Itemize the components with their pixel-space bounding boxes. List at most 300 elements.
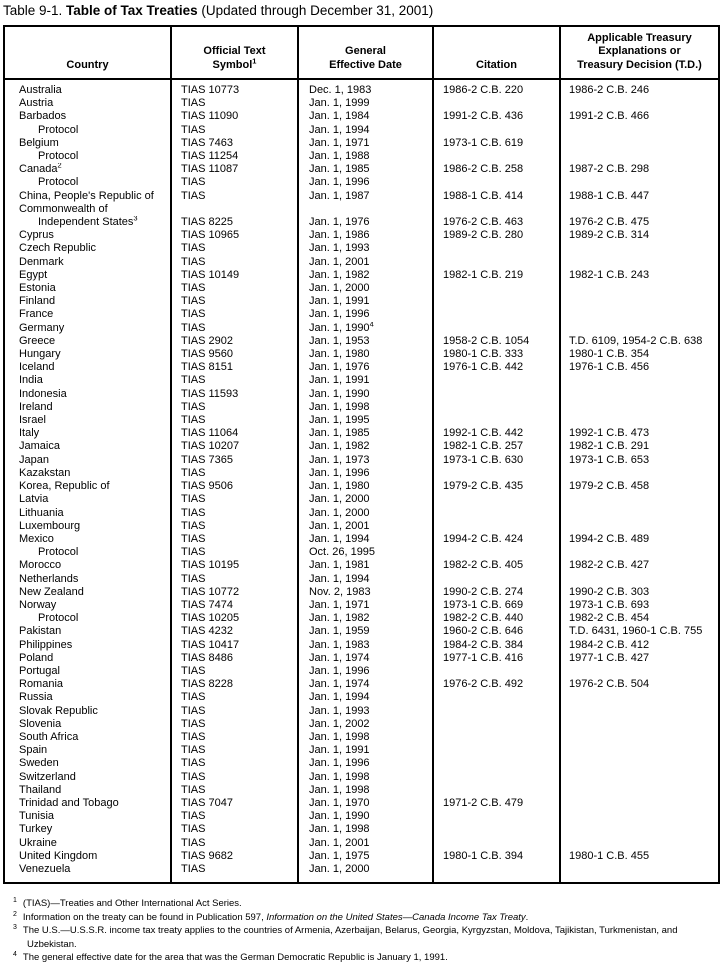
treasury-cell: 1991-2 C.B. 466 bbox=[560, 110, 719, 123]
table-row bbox=[4, 348, 719, 361]
country-cell: Czech Republic bbox=[4, 242, 171, 255]
date-cell: Jan. 1, 1976 bbox=[298, 216, 433, 229]
citation-cell bbox=[433, 203, 560, 216]
date-cell: Jan. 1, 1996 bbox=[298, 308, 433, 321]
citation-cell bbox=[433, 374, 560, 387]
date-cell: Jan. 1, 1990 bbox=[298, 388, 433, 401]
symbol-cell: TIAS bbox=[171, 414, 298, 427]
table-row bbox=[4, 678, 719, 691]
table-row bbox=[4, 850, 719, 863]
table-row bbox=[4, 176, 719, 189]
treasury-cell bbox=[560, 863, 719, 883]
table-row bbox=[4, 639, 719, 652]
symbol-cell: TIAS 10772 bbox=[171, 586, 298, 599]
symbol-cell: TIAS 9560 bbox=[171, 348, 298, 361]
date-cell: Jan. 1, 1981 bbox=[298, 559, 433, 572]
table-row bbox=[4, 612, 719, 625]
date-cell: Jan. 1, 1990$^4$ bbox=[298, 322, 433, 335]
citation-cell: 1982-2 C.B. 405 bbox=[433, 559, 560, 572]
table-row bbox=[4, 797, 719, 810]
country-cell: Venezuela bbox=[4, 863, 171, 883]
country-cell: Australia bbox=[4, 79, 171, 97]
table-row bbox=[4, 665, 719, 678]
symbol-cell: TIAS bbox=[171, 256, 298, 269]
treasury-cell bbox=[560, 520, 719, 533]
symbol-cell: TIAS bbox=[171, 124, 298, 137]
symbol-cell: TIAS bbox=[171, 546, 298, 559]
citation-cell bbox=[433, 784, 560, 797]
country-cell: Kazakstan bbox=[4, 467, 171, 480]
footnote: $^3$ The U.S.—U.S.S.R. income tax treaty applies to the countries of Armenia, Azerbaijan, Belarus, Georgia, Kyrgyzstan, Moldova, Tajikistan, Turkmenistan, and Uzbekistan. bbox=[13, 924, 678, 950]
treasury-cell bbox=[560, 176, 719, 189]
table-row bbox=[4, 427, 719, 440]
country-cell: Independent States$^3$ bbox=[4, 216, 171, 229]
citation-cell bbox=[433, 718, 560, 731]
symbol-cell: TIAS bbox=[171, 401, 298, 414]
footnote-number: 1 bbox=[13, 897, 17, 905]
country-cell: Lithuania bbox=[4, 507, 171, 520]
citation-cell bbox=[433, 823, 560, 836]
symbol-cell: TIAS bbox=[171, 242, 298, 255]
date-cell: Jan. 1, 1996 bbox=[298, 757, 433, 770]
table-row bbox=[4, 546, 719, 559]
citation-cell bbox=[433, 97, 560, 110]
treasury-cell bbox=[560, 401, 719, 414]
citation-cell bbox=[433, 665, 560, 678]
country-cell: Jamaica bbox=[4, 440, 171, 453]
symbol-cell: TIAS 10195 bbox=[171, 559, 298, 572]
symbol-cell: TIAS bbox=[171, 493, 298, 506]
symbol-cell: TIAS 11064 bbox=[171, 427, 298, 440]
symbol-cell: TIAS bbox=[171, 837, 298, 850]
treasury-cell: 1992-1 C.B. 473 bbox=[560, 427, 719, 440]
date-cell: Jan. 1, 1990 bbox=[298, 810, 433, 823]
treasury-cell: 1973-1 C.B. 653 bbox=[560, 454, 719, 467]
citation-cell: 1992-1 C.B. 442 bbox=[433, 427, 560, 440]
citation-cell bbox=[433, 493, 560, 506]
symbol-cell: TIAS 10149 bbox=[171, 269, 298, 282]
table-row bbox=[4, 295, 719, 308]
symbol-cell: TIAS bbox=[171, 573, 298, 586]
treasury-cell: 1979-2 C.B. 458 bbox=[560, 480, 719, 493]
table-row bbox=[4, 533, 719, 546]
table-row bbox=[4, 322, 719, 335]
symbol-cell: TIAS 7365 bbox=[171, 454, 298, 467]
citation-cell bbox=[433, 507, 560, 520]
table-row bbox=[4, 97, 719, 110]
treasury-cell: 1982-2 C.B. 454 bbox=[560, 612, 719, 625]
treaty-rows bbox=[4, 79, 719, 883]
country-cell: Latvia bbox=[4, 493, 171, 506]
symbol-cell: TIAS 7463 bbox=[171, 137, 298, 150]
symbol-cell: TIAS bbox=[171, 190, 298, 203]
table-row bbox=[4, 823, 719, 836]
citation-cell bbox=[433, 282, 560, 295]
treasury-cell bbox=[560, 493, 719, 506]
date-cell: Jan. 1, 1991 bbox=[298, 295, 433, 308]
country-cell: Spain bbox=[4, 744, 171, 757]
citation-cell: 1960-2 C.B. 646 bbox=[433, 625, 560, 638]
symbol-cell: TIAS bbox=[171, 97, 298, 110]
treasury-cell bbox=[560, 810, 719, 823]
country-cell: Denmark bbox=[4, 256, 171, 269]
treasury-cell: 1977-1 C.B. 427 bbox=[560, 652, 719, 665]
date-cell: Jan. 1, 1982 bbox=[298, 440, 433, 453]
date-cell: Jan. 1, 1959 bbox=[298, 625, 433, 638]
treasury-cell: 1982-1 C.B. 243 bbox=[560, 269, 719, 282]
treasury-cell bbox=[560, 573, 719, 586]
table-row bbox=[4, 810, 719, 823]
table-row bbox=[4, 282, 719, 295]
symbol-cell: TIAS 4232 bbox=[171, 625, 298, 638]
date-cell: Jan. 1, 1974 bbox=[298, 652, 433, 665]
symbol-cell: TIAS 10205 bbox=[171, 612, 298, 625]
treasury-cell bbox=[560, 295, 719, 308]
treasury-cell: T.D. 6109, 1954-2 C.B. 638 bbox=[560, 335, 719, 348]
country-cell: Austria bbox=[4, 97, 171, 110]
country-cell: Switzerland bbox=[4, 771, 171, 784]
treasury-cell: 1990-2 C.B. 303 bbox=[560, 586, 719, 599]
country-cell: Luxembourg bbox=[4, 520, 171, 533]
citation-cell bbox=[433, 837, 560, 850]
date-cell: Jan. 1, 1974 bbox=[298, 678, 433, 691]
symbol-cell: TIAS 11090 bbox=[171, 110, 298, 123]
column-header-date: General Effective Date bbox=[298, 26, 433, 79]
date-cell: Oct. 26, 1995 bbox=[298, 546, 433, 559]
country-cell: Slovenia bbox=[4, 718, 171, 731]
table-row bbox=[4, 308, 719, 321]
table-row bbox=[4, 110, 719, 123]
country-cell: Canada$^2$ bbox=[4, 163, 171, 176]
table-row bbox=[4, 137, 719, 150]
treasury-cell bbox=[560, 137, 719, 150]
footnote-number: 4 bbox=[13, 951, 17, 959]
treasury-cell bbox=[560, 731, 719, 744]
country-cell: Korea, Republic of bbox=[4, 480, 171, 493]
treasury-cell: 1994-2 C.B. 489 bbox=[560, 533, 719, 546]
date-cell: Jan. 1, 2000 bbox=[298, 282, 433, 295]
footnote-italic-title: Information on the United States—Canada Income Tax Treaty bbox=[266, 911, 526, 923]
country-cell: Germany bbox=[4, 322, 171, 335]
symbol-cell: TIAS bbox=[171, 507, 298, 520]
treasury-cell: 1982-2 C.B. 427 bbox=[560, 559, 719, 572]
date-cell: Jan. 1, 1982 bbox=[298, 269, 433, 282]
treasury-cell bbox=[560, 784, 719, 797]
treasury-cell bbox=[560, 242, 719, 255]
treasury-cell bbox=[560, 797, 719, 810]
symbol-cell: TIAS 8486 bbox=[171, 652, 298, 665]
country-cell: Protocol bbox=[4, 124, 171, 137]
country-cell: Commonwealth of bbox=[4, 203, 171, 216]
treasury-cell bbox=[560, 771, 719, 784]
treasury-cell bbox=[560, 507, 719, 520]
treasury-cell: 1986-2 C.B. 246 bbox=[560, 79, 719, 97]
symbol-cell: TIAS bbox=[171, 665, 298, 678]
treasury-cell: 1984-2 C.B. 412 bbox=[560, 639, 719, 652]
citation-cell: 1979-2 C.B. 435 bbox=[433, 480, 560, 493]
table-row bbox=[4, 691, 719, 704]
date-cell: Jan. 1, 1998 bbox=[298, 731, 433, 744]
table-row bbox=[4, 837, 719, 850]
table-row bbox=[4, 124, 719, 137]
date-cell: Jan. 1, 1980 bbox=[298, 348, 433, 361]
symbol-cell: TIAS bbox=[171, 520, 298, 533]
symbol-cell: TIAS 8225 bbox=[171, 216, 298, 229]
country-cell: South Africa bbox=[4, 731, 171, 744]
table-row bbox=[4, 784, 719, 797]
citation-cell bbox=[433, 757, 560, 770]
country-cell: Iceland bbox=[4, 361, 171, 374]
citation-cell: 1973-1 C.B. 630 bbox=[433, 454, 560, 467]
symbol-cell: TIAS 8151 bbox=[171, 361, 298, 374]
column-header-citation: Citation bbox=[433, 26, 560, 79]
date-cell: Jan. 1, 1975 bbox=[298, 850, 433, 863]
citation-cell: 1976-2 C.B. 492 bbox=[433, 678, 560, 691]
table-row bbox=[4, 229, 719, 242]
column-header-symbol: Official Text Symbol$^1$ bbox=[171, 26, 298, 79]
treasury-cell: 1989-2 C.B. 314 bbox=[560, 229, 719, 242]
symbol-cell: TIAS 9506 bbox=[171, 480, 298, 493]
date-cell: Jan. 1, 1985 bbox=[298, 427, 433, 440]
citation-cell bbox=[433, 520, 560, 533]
date-cell: Jan. 1, 1993 bbox=[298, 242, 433, 255]
country-cell: Sweden bbox=[4, 757, 171, 770]
treasury-cell: 1976-2 C.B. 475 bbox=[560, 216, 719, 229]
table-row bbox=[4, 625, 719, 638]
citation-cell bbox=[433, 771, 560, 784]
country-cell: United Kingdom bbox=[4, 850, 171, 863]
table-row bbox=[4, 335, 719, 348]
citation-cell: 1984-2 C.B. 384 bbox=[433, 639, 560, 652]
treasury-cell bbox=[560, 823, 719, 836]
citation-cell bbox=[433, 322, 560, 335]
citation-cell: 1973-1 C.B. 669 bbox=[433, 599, 560, 612]
date-cell: Jan. 1, 2000 bbox=[298, 507, 433, 520]
footnote-number: 2 bbox=[13, 910, 17, 918]
table-row bbox=[4, 79, 719, 97]
symbol-cell: TIAS bbox=[171, 744, 298, 757]
table-row bbox=[4, 573, 719, 586]
table-row bbox=[4, 467, 719, 480]
table-row bbox=[4, 652, 719, 665]
table-row bbox=[4, 507, 719, 520]
symbol-cell: TIAS bbox=[171, 176, 298, 189]
citation-cell bbox=[433, 744, 560, 757]
table-row bbox=[4, 269, 719, 282]
date-cell bbox=[298, 203, 433, 216]
symbol-cell: TIAS bbox=[171, 757, 298, 770]
date-cell: Jan. 1, 1988 bbox=[298, 150, 433, 163]
citation-cell bbox=[433, 467, 560, 480]
treasury-cell: 1980-1 C.B. 455 bbox=[560, 850, 719, 863]
tax-treaties-table bbox=[3, 25, 720, 884]
date-cell: Jan. 1, 2000 bbox=[298, 863, 433, 883]
date-cell: Jan. 1, 1999 bbox=[298, 97, 433, 110]
date-cell: Jan. 1, 1996 bbox=[298, 467, 433, 480]
table-row bbox=[4, 863, 719, 883]
symbol-cell: TIAS 9682 bbox=[171, 850, 298, 863]
symbol-cell: TIAS 7047 bbox=[171, 797, 298, 810]
table-row bbox=[4, 586, 719, 599]
footnote: $^2$ Information on the treaty can be found in Publication 597, Information on the United States—Canada Income Tax Treaty. bbox=[13, 910, 529, 923]
date-cell: Jan. 1, 2000 bbox=[298, 493, 433, 506]
page-title-bold: Table of Tax Treaties bbox=[66, 3, 198, 18]
date-cell: Jan. 1, 1998 bbox=[298, 401, 433, 414]
country-cell: Ireland bbox=[4, 401, 171, 414]
treasury-cell bbox=[560, 718, 719, 731]
citation-cell: 1994-2 C.B. 424 bbox=[433, 533, 560, 546]
citation-cell bbox=[433, 256, 560, 269]
treasury-cell: 1973-1 C.B. 693 bbox=[560, 599, 719, 612]
country-cell: Greece bbox=[4, 335, 171, 348]
country-cell: Mexico bbox=[4, 533, 171, 546]
treasury-cell bbox=[560, 97, 719, 110]
table-row bbox=[4, 256, 719, 269]
date-cell: Jan. 1, 1985 bbox=[298, 163, 433, 176]
treasury-cell bbox=[560, 388, 719, 401]
treasury-cell: T.D. 6431, 1960-1 C.B. 755 bbox=[560, 625, 719, 638]
date-cell: Jan. 1, 1953 bbox=[298, 335, 433, 348]
country-cell: Hungary bbox=[4, 348, 171, 361]
date-cell: Jan. 1, 1996 bbox=[298, 665, 433, 678]
country-cell: Finland bbox=[4, 295, 171, 308]
table-row bbox=[4, 731, 719, 744]
symbol-cell: TIAS 10417 bbox=[171, 639, 298, 652]
symbol-cell: TIAS bbox=[171, 691, 298, 704]
table-row bbox=[4, 718, 719, 731]
treasury-cell bbox=[560, 203, 719, 216]
table-row bbox=[4, 440, 719, 453]
symbol-cell: TIAS bbox=[171, 533, 298, 546]
country-cell: Protocol bbox=[4, 546, 171, 559]
country-cell: Tunisia bbox=[4, 810, 171, 823]
table-row bbox=[4, 757, 719, 770]
citation-cell bbox=[433, 863, 560, 883]
table-row bbox=[4, 414, 719, 427]
country-cell: Pakistan bbox=[4, 625, 171, 638]
country-cell: Indonesia bbox=[4, 388, 171, 401]
table-row bbox=[4, 705, 719, 718]
symbol-cell: TIAS bbox=[171, 374, 298, 387]
treasury-cell: 1976-2 C.B. 504 bbox=[560, 678, 719, 691]
treasury-cell bbox=[560, 322, 719, 335]
country-cell: Philippines bbox=[4, 639, 171, 652]
citation-cell bbox=[433, 176, 560, 189]
date-cell: Jan. 1, 1984 bbox=[298, 110, 433, 123]
citation-cell bbox=[433, 242, 560, 255]
date-cell: Jan. 1, 1991 bbox=[298, 374, 433, 387]
citation-cell bbox=[433, 295, 560, 308]
symbol-cell: TIAS 10207 bbox=[171, 440, 298, 453]
treasury-cell bbox=[560, 124, 719, 137]
symbol-cell: TIAS bbox=[171, 810, 298, 823]
citation-cell: 1976-1 C.B. 442 bbox=[433, 361, 560, 374]
table-row bbox=[4, 744, 719, 757]
citation-cell: 1971-2 C.B. 479 bbox=[433, 797, 560, 810]
citation-cell: 1976-2 C.B. 463 bbox=[433, 216, 560, 229]
footnote-number: 3 bbox=[13, 924, 17, 932]
citation-cell bbox=[433, 388, 560, 401]
date-cell: Jan. 1, 1987 bbox=[298, 190, 433, 203]
symbol-cell: TIAS 10773 bbox=[171, 79, 298, 97]
citation-cell: 1988-1 C.B. 414 bbox=[433, 190, 560, 203]
symbol-cell: TIAS bbox=[171, 731, 298, 744]
column-header-country: Country bbox=[4, 26, 171, 79]
citation-cell: 1986-2 C.B. 220 bbox=[433, 79, 560, 97]
date-cell: Jan. 1, 1971 bbox=[298, 137, 433, 150]
date-cell: Jan. 1, 1983 bbox=[298, 639, 433, 652]
date-cell: Jan. 1, 1994 bbox=[298, 691, 433, 704]
date-cell: Jan. 1, 2001 bbox=[298, 520, 433, 533]
country-cell: Morocco bbox=[4, 559, 171, 572]
symbol-cell: TIAS bbox=[171, 467, 298, 480]
table-row bbox=[4, 361, 719, 374]
date-cell: Jan. 1, 1991 bbox=[298, 744, 433, 757]
country-cell: Norway bbox=[4, 599, 171, 612]
citation-cell: 1980-1 C.B. 394 bbox=[433, 850, 560, 863]
treasury-cell bbox=[560, 150, 719, 163]
date-cell: Jan. 1, 1982 bbox=[298, 612, 433, 625]
table-row bbox=[4, 374, 719, 387]
symbol-cell: TIAS 7474 bbox=[171, 599, 298, 612]
date-cell: Jan. 1, 1994 bbox=[298, 533, 433, 546]
date-cell: Jan. 1, 2001 bbox=[298, 837, 433, 850]
footnote: $^1$ (TIAS)—Treaties and Other International Act Series. bbox=[13, 897, 242, 910]
date-cell: Jan. 1, 1995 bbox=[298, 414, 433, 427]
symbol-cell: TIAS bbox=[171, 282, 298, 295]
table-header-row bbox=[4, 26, 719, 79]
symbol-cell: TIAS bbox=[171, 705, 298, 718]
treasury-cell bbox=[560, 757, 719, 770]
treasury-cell bbox=[560, 744, 719, 757]
citation-cell: 1990-2 C.B. 274 bbox=[433, 586, 560, 599]
treasury-cell: 1980-1 C.B. 354 bbox=[560, 348, 719, 361]
citation-cell bbox=[433, 308, 560, 321]
citation-cell bbox=[433, 810, 560, 823]
country-cell: Belgium bbox=[4, 137, 171, 150]
citation-cell: 1986-2 C.B. 258 bbox=[433, 163, 560, 176]
country-cell: Portugal bbox=[4, 665, 171, 678]
country-cell: Russia bbox=[4, 691, 171, 704]
table-row bbox=[4, 493, 719, 506]
table-row bbox=[4, 401, 719, 414]
citation-cell bbox=[433, 150, 560, 163]
country-cell: Poland bbox=[4, 652, 171, 665]
treasury-cell: 1987-2 C.B. 298 bbox=[560, 163, 719, 176]
citation-cell: 1958-2 C.B. 1054 bbox=[433, 335, 560, 348]
treasury-cell bbox=[560, 414, 719, 427]
date-cell: Jan. 1, 1986 bbox=[298, 229, 433, 242]
date-cell: Jan. 1, 1970 bbox=[298, 797, 433, 810]
date-cell: Jan. 1, 2001 bbox=[298, 256, 433, 269]
country-cell: Slovak Republic bbox=[4, 705, 171, 718]
table-row bbox=[4, 559, 719, 572]
date-cell: Jan. 1, 1994 bbox=[298, 573, 433, 586]
date-cell: Jan. 1, 1996 bbox=[298, 176, 433, 189]
country-cell: Thailand bbox=[4, 784, 171, 797]
table-row bbox=[4, 599, 719, 612]
footnote-marker: 4 bbox=[369, 321, 374, 328]
symbol-cell: TIAS bbox=[171, 308, 298, 321]
treasury-cell bbox=[560, 705, 719, 718]
country-cell: Protocol bbox=[4, 176, 171, 189]
country-cell: Romania bbox=[4, 678, 171, 691]
treasury-cell bbox=[560, 665, 719, 678]
date-cell: Dec. 1, 1983 bbox=[298, 79, 433, 97]
date-cell: Jan. 1, 1976 bbox=[298, 361, 433, 374]
table-row bbox=[4, 163, 719, 176]
citation-cell bbox=[433, 573, 560, 586]
